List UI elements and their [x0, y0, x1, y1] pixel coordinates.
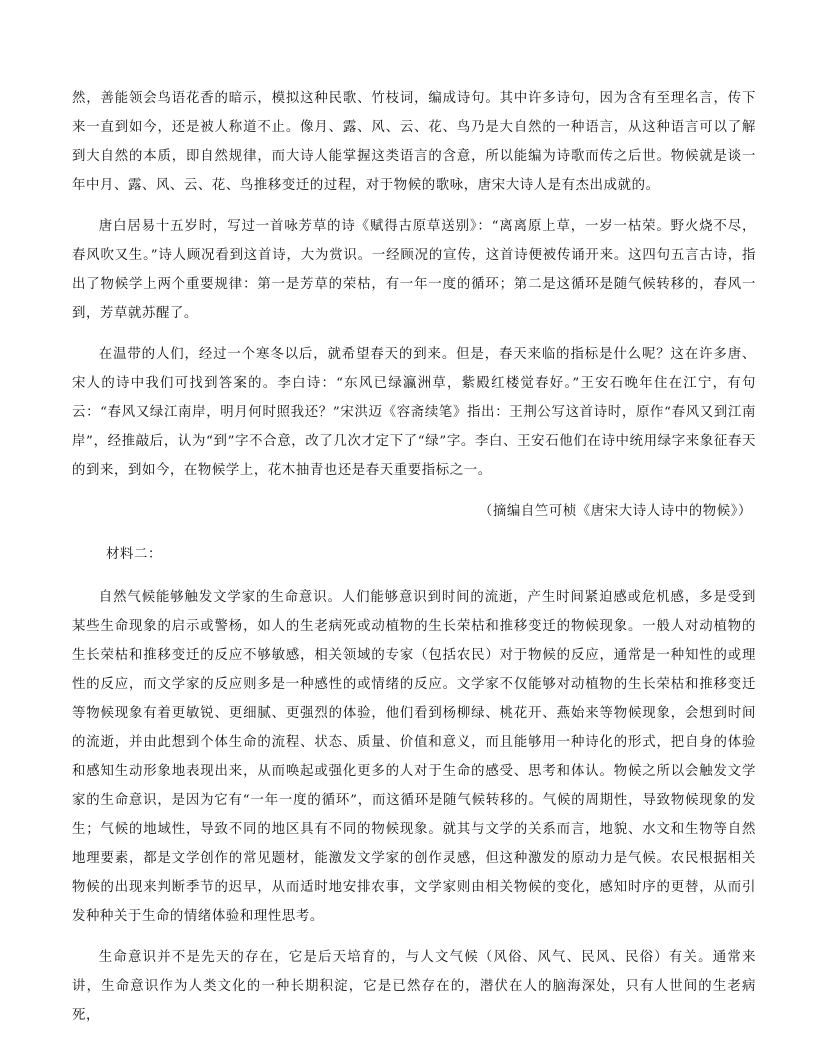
document-body [72, 84, 756, 1030]
paragraph-life-consciousness-origin: 生命意识并不是先天的存在，它是后天培育的，与人文气候（风俗、风气、民风、民俗）有关。通常来讲，生命意识作为人类文化的一种长期积淀，它是已然存在的，潜伏在人的脑海深处，只有人世间的生老病死， [72, 950, 756, 1023]
paragraph-continuation: 然，善能领会鸟语花香的暗示，模拟这种民歌、竹枝词，编成诗句。其中许多诗句，因为含有至理名言，传下来一直到如今，还是被人称道不止。像月、露、风、云、花、鸟乃是大自然的一种语言，从这种语言可以了解到大自然的本质，即自然规律，而大诗人能掌握这类语言的含意，所以能编为诗歌而传之后世。物候就是谈一年中月、露、风、云、花、鸟推移变迁的过程，对于物候的歌咏，唐宋大诗人是有杰出成就的。 [72, 91, 756, 193]
paragraph-bai-juyi: 唐白居易十五岁时，写过一首咏芳草的诗《赋得古原草送别》：“离离原上草，一岁一枯荣。野火烧不尽，春风吹又生。”诗人顾况看到这首诗，大为赏识。一经顾况的宣传，这首诗便被传诵开来。这四句五言古诗，指出了物候学上两个重要规律：第一是芳草的荣枯，有一年一度的循环；第二是这循环是随气候转移的，春风一到，芳草就苏醒了。 [72, 219, 756, 321]
source-citation: （摘编自竺可桢《唐宋大诗人诗中的物候》） [478, 504, 752, 519]
paragraph-climate-life-consciousness: 自然气候能够触发文学家的生命意识。人们能够意识到时间的流逝，产生时间紧迫感或危机感，多是受到某些生命现象的启示或警杨，如人的生老病死或动植物的生长荣枯和推移变迁的物候现象。一般人对动植物的生长荣枯和推移变迁的反应不够敏感，相关领域的专家（包括农民）对于物候的反应，通常是一种知性的或理性的反应，而文学家的反应则多是一种感性的或情绪的反应。文学家不仅能够对动植物的生长荣枯和推移变迁等物候现象有着更敏锐、更细腻、更强烈的体验，他们看到杨柳绿、桃花开、燕始来等物候现象，会想到时间的流逝，并由此想到个体生命的流程、状态、质量、价值和意义，而且能够用一种诗化的形式，把自身的体验和感知生动形象地表现出来，从而唤起或强化更多的人对于生命的感受、思考和体认。物候之所以会触发文学家的生命意识，是因为它有“一年一度的循环”，而这循环是随气候转移的。气候的周期性，导致物候现象的发生；气候的地域性，导致不同的地区具有不同的物候现象。就其与文学的关系而言，地貌、水文和生物等自然地理要素，都是文学创作的常见题材，能激发文学家的创作灵感，但这种激发的原动力是气候。农民根据相关物候的出现来判断季节的迟早，从而适时地安排农事，文学家则由相关物候的变化，感知时序的更替，从而引发种种关于生命的情绪体验和理性思考。 [72, 590, 756, 924]
section-heading: 材料二： [106, 547, 162, 562]
paragraph-spring-indicator: 在温带的人们，经过一个寒冬以后，就希望春天的到来。但是，春天来临的指标是什么呢？这在许多唐、宋人的诗中我们可找到答案的。李白诗：“东风已绿瀛洲草，紫殿红楼觉春好。”王安石晚年住在江宁，有句云：“春风又绿江南岸，明月何时照我还？”宋洪迈《容斋续笔》指出：王荆公写这首诗时，原作“春风又到江南岸”，经推敲后，认为“到”字不合意，改了几次才定下了“绿”字。李白、王安石他们在诗中统用绿字来象征春天的到来，到如今，在物候学上，花木抽青也还是春天重要指标之一。 [72, 347, 756, 478]
